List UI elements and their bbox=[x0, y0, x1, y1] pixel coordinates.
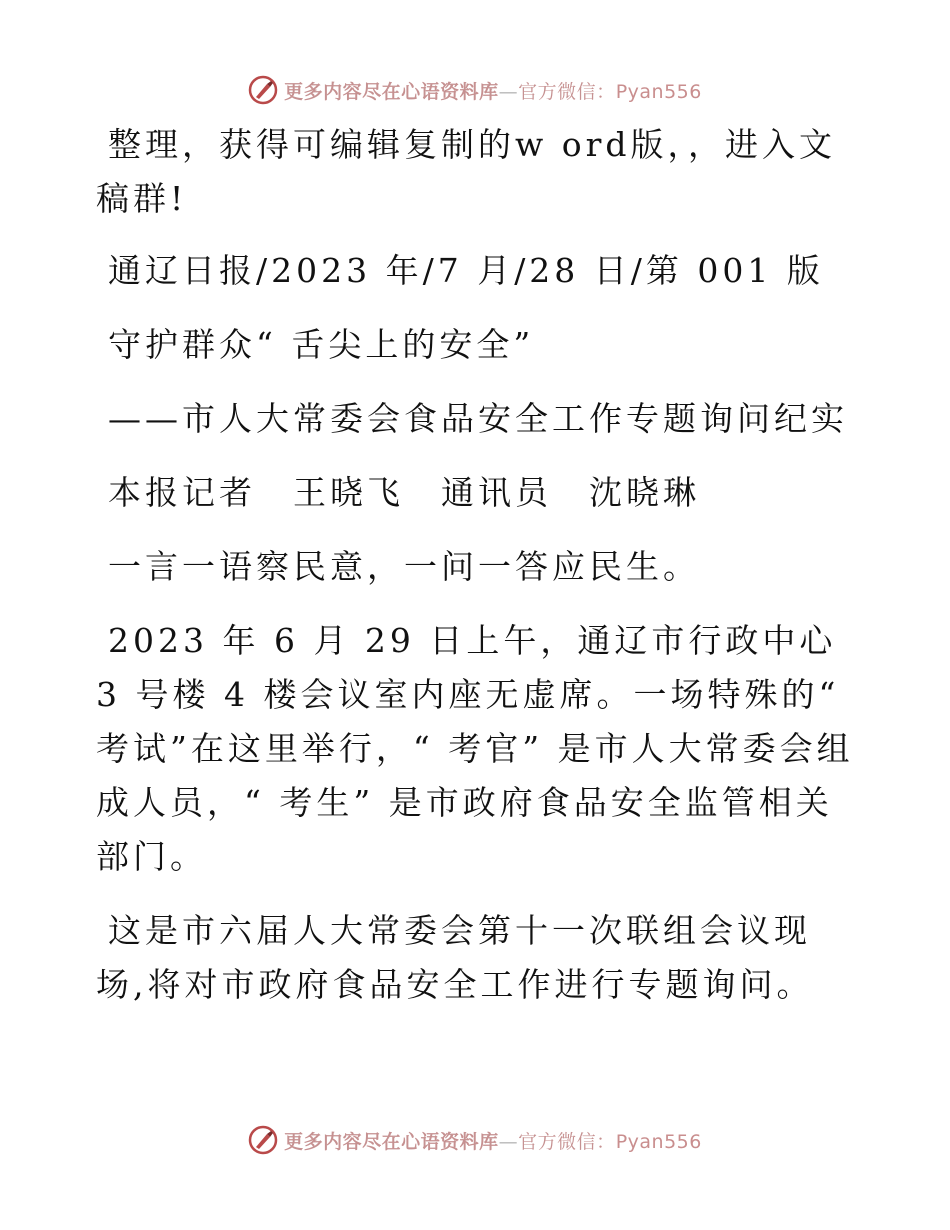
watermark-separator: — bbox=[498, 80, 519, 103]
watermark-text bbox=[284, 1127, 702, 1154]
watermark-brand: 更多内容尽在心语资料库 bbox=[284, 1130, 499, 1153]
lead-sentence: 一言一语察民意，一问一答应民生。 bbox=[108, 547, 700, 586]
header-watermark-banner bbox=[0, 70, 950, 110]
watermark-text bbox=[284, 77, 702, 104]
byline: 本报记者 王晓飞 通讯员 沈晓琳 bbox=[108, 473, 700, 512]
watermark-brand: 更多内容尽在心语资料库 bbox=[284, 80, 499, 103]
footer-watermark-banner bbox=[0, 1120, 950, 1160]
body-paragraph: 这是市六届人大常委会第十一次联组会议现场,将对市政府食品安全工作进行专题询问。 bbox=[96, 911, 814, 1004]
document-body bbox=[96, 118, 856, 1032]
publication-line: 通辽日报/2023 年/7 月/28 日/第 001 版 bbox=[108, 251, 824, 290]
body-paragraph: 2023 年 6 月 29 日上午，通辽市行政中心 3 号楼 4 楼会议室内座无虚席。一场特殊的“ 考试”在这里举行，“ 考官” 是市人大常委会组成人员，“ 考生” 是市政府食品安全监管相关部门。 bbox=[96, 621, 854, 876]
article-title: 守护群众“ 舌尖上的安全” bbox=[108, 325, 535, 364]
watermark-wechat-id: Pyan556 bbox=[615, 1130, 702, 1153]
watermark-wechat-id: Pyan556 bbox=[615, 80, 702, 103]
pen-nib-logo-icon bbox=[248, 75, 278, 105]
watermark-wechat-label: 官方微信： bbox=[518, 80, 616, 103]
intro-paragraph: 整理，获得可编辑复制的w ord版，，进入文稿群! bbox=[96, 125, 837, 218]
watermark-wechat-label: 官方微信： bbox=[518, 1130, 616, 1153]
watermark-separator: — bbox=[498, 1130, 519, 1153]
article-subtitle: ——市人大常委会食品安全工作专题询问纪实 bbox=[108, 399, 848, 438]
pen-nib-logo-icon bbox=[248, 1125, 278, 1155]
